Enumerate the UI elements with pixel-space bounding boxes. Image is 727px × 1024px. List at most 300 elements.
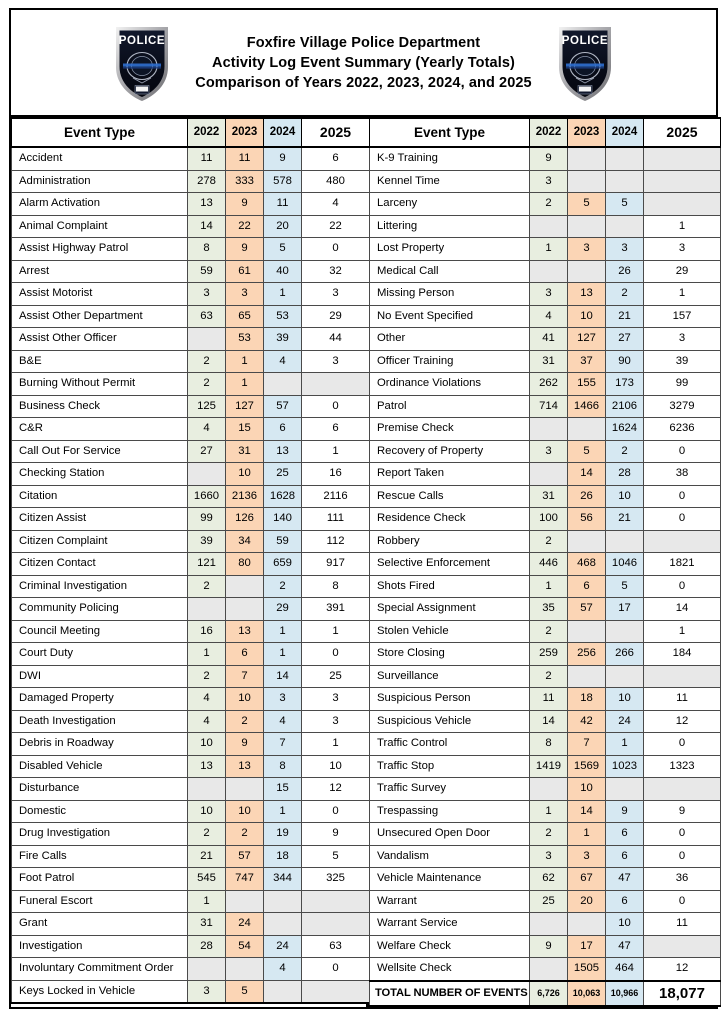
event-count-2025: 6	[302, 147, 370, 170]
event-type-label: Grant	[12, 913, 188, 936]
table-row	[370, 688, 721, 711]
event-count-2023: 333	[226, 170, 264, 193]
event-count-2025: 4	[302, 193, 370, 216]
table-row	[370, 575, 721, 598]
event-count-2023: 256	[568, 643, 606, 666]
event-count-2025: 3	[302, 283, 370, 306]
event-count-2023: 65	[226, 305, 264, 328]
table-row	[12, 328, 370, 351]
event-count-2024: 578	[264, 170, 302, 193]
event-count-2023: 37	[568, 350, 606, 373]
event-type-label: Court Duty	[12, 643, 188, 666]
event-type-label: Alarm Activation	[12, 193, 188, 216]
table-row	[370, 147, 721, 170]
event-count-2022: 1	[188, 890, 226, 913]
event-count-2023: 57	[568, 598, 606, 621]
event-type-label: Traffic Control	[370, 733, 530, 756]
event-count-2024: 40	[264, 260, 302, 283]
total-row	[370, 981, 721, 1006]
event-count-2024: 4	[264, 710, 302, 733]
event-count-2025: 0	[302, 800, 370, 823]
svg-text:POLICE: POLICE	[119, 34, 166, 47]
event-count-2023: 54	[226, 935, 264, 958]
event-count-2022	[188, 463, 226, 486]
left-header-2025: 2025	[302, 118, 370, 147]
event-count-2025: 0	[302, 395, 370, 418]
event-count-2022: 99	[188, 508, 226, 531]
event-count-2024: 140	[264, 508, 302, 531]
event-type-label: Business Check	[12, 395, 188, 418]
event-count-2022: 63	[188, 305, 226, 328]
table-row	[370, 193, 721, 216]
event-count-2022	[530, 215, 568, 238]
event-type-label: Trespassing	[370, 800, 530, 823]
event-count-2022: 1	[530, 575, 568, 598]
event-count-2023: 9	[226, 193, 264, 216]
table-row	[12, 823, 370, 846]
event-count-2022	[188, 958, 226, 981]
event-count-2025: 391	[302, 598, 370, 621]
event-count-2025: 3	[302, 710, 370, 733]
event-count-2024: 7	[264, 733, 302, 756]
event-count-2022: 4	[188, 688, 226, 711]
event-count-2024: 8	[264, 755, 302, 778]
event-count-2024	[606, 665, 644, 688]
table-row	[370, 170, 721, 193]
event-count-2022: 4	[530, 305, 568, 328]
event-count-2022: 10	[188, 800, 226, 823]
event-count-2025: 3	[644, 238, 721, 261]
event-count-2022: 2	[188, 373, 226, 396]
event-count-2023: 126	[226, 508, 264, 531]
event-count-2022: 125	[188, 395, 226, 418]
event-count-2024: 3	[606, 238, 644, 261]
event-type-label: Surveillance	[370, 665, 530, 688]
event-count-2022: 3	[530, 845, 568, 868]
event-count-2025: 5	[302, 845, 370, 868]
event-count-2024: 2106	[606, 395, 644, 418]
event-type-label: Involuntary Commitment Order	[12, 958, 188, 981]
event-count-2025: 0	[644, 823, 721, 846]
event-count-2025: 6	[302, 418, 370, 441]
event-count-2024: 3	[264, 688, 302, 711]
event-count-2025: 29	[644, 260, 721, 283]
event-count-2023: 1466	[568, 395, 606, 418]
event-count-2022: 3	[188, 980, 226, 1003]
event-type-label: K-9 Training	[370, 147, 530, 170]
event-count-2022: 13	[188, 193, 226, 216]
event-count-2025: 14	[644, 598, 721, 621]
event-count-2023	[226, 598, 264, 621]
event-count-2025	[302, 913, 370, 936]
right-events-table	[369, 117, 721, 1007]
event-count-2025: 39	[644, 350, 721, 373]
title-line-2: Activity Log Event Summary (Yearly Totals)	[212, 54, 515, 71]
event-type-label: Foot Patrol	[12, 868, 188, 891]
event-count-2024: 1046	[606, 553, 644, 576]
table-row	[12, 800, 370, 823]
event-type-label: Assist Highway Patrol	[12, 238, 188, 261]
event-type-label: Traffic Survey	[370, 778, 530, 801]
event-count-2025: 12	[644, 710, 721, 733]
event-count-2024: 464	[606, 958, 644, 981]
event-count-2024: 19	[264, 823, 302, 846]
event-count-2024: 344	[264, 868, 302, 891]
event-count-2024: 266	[606, 643, 644, 666]
event-count-2024	[606, 620, 644, 643]
event-type-label: Disturbance	[12, 778, 188, 801]
event-count-2025	[644, 193, 721, 216]
event-type-label: Citation	[12, 485, 188, 508]
event-count-2024: 13	[264, 440, 302, 463]
event-count-2022: 1	[530, 800, 568, 823]
right-table-wrapper	[369, 117, 720, 1007]
event-count-2024: 1	[264, 643, 302, 666]
event-count-2024: 26	[606, 260, 644, 283]
event-count-2024	[264, 373, 302, 396]
table-row	[370, 328, 721, 351]
right-header-event-type: Event Type	[370, 118, 530, 147]
event-count-2022: 2	[188, 665, 226, 688]
event-count-2022: 9	[530, 935, 568, 958]
table-row	[12, 553, 370, 576]
event-count-2024: 5	[606, 193, 644, 216]
event-type-label: Arrest	[12, 260, 188, 283]
event-count-2022: 14	[188, 215, 226, 238]
event-type-label: Shots Fired	[370, 575, 530, 598]
table-row	[370, 395, 721, 418]
event-count-2024: 10	[606, 485, 644, 508]
event-type-label: Robbery	[370, 530, 530, 553]
event-type-label: DWI	[12, 665, 188, 688]
event-count-2025	[644, 935, 721, 958]
event-count-2022: 545	[188, 868, 226, 891]
document-title	[195, 33, 531, 93]
event-type-label: Drug Investigation	[12, 823, 188, 846]
event-count-2023	[568, 260, 606, 283]
table-row	[12, 395, 370, 418]
table-row	[370, 868, 721, 891]
event-count-2023	[226, 890, 264, 913]
event-type-label: Stolen Vehicle	[370, 620, 530, 643]
event-count-2025: 0	[644, 575, 721, 598]
table-row	[12, 935, 370, 958]
event-count-2023: 7	[568, 733, 606, 756]
event-count-2025: 3	[644, 328, 721, 351]
table-row	[12, 733, 370, 756]
event-type-label: Suspicious Person	[370, 688, 530, 711]
event-count-2024	[264, 913, 302, 936]
event-count-2022: 28	[188, 935, 226, 958]
event-count-2024: 24	[606, 710, 644, 733]
event-count-2022: 100	[530, 508, 568, 531]
event-count-2023	[568, 665, 606, 688]
event-count-2024: 14	[264, 665, 302, 688]
event-count-2024	[606, 215, 644, 238]
event-type-label: Assist Other Department	[12, 305, 188, 328]
table-row	[370, 890, 721, 913]
table-row	[12, 643, 370, 666]
event-type-label: Vehicle Maintenance	[370, 868, 530, 891]
table-row	[370, 845, 721, 868]
event-count-2022	[530, 463, 568, 486]
event-count-2023: 7	[226, 665, 264, 688]
event-count-2023: 1	[226, 350, 264, 373]
total-label: TOTAL NUMBER OF EVENTS	[370, 981, 530, 1006]
table-row	[12, 575, 370, 598]
event-count-2024	[606, 147, 644, 170]
event-count-2022: 2	[188, 823, 226, 846]
table-row	[370, 440, 721, 463]
event-count-2024: 47	[606, 868, 644, 891]
event-type-label: Domestic	[12, 800, 188, 823]
event-type-label: Burning Without Permit	[12, 373, 188, 396]
event-type-label: Citizen Complaint	[12, 530, 188, 553]
svg-text:POLICE: POLICE	[561, 34, 608, 47]
event-count-2024	[606, 530, 644, 553]
event-count-2022: 262	[530, 373, 568, 396]
event-type-label: Assist Motorist	[12, 283, 188, 306]
event-count-2025: 11	[644, 688, 721, 711]
event-count-2025: 325	[302, 868, 370, 891]
table-row	[12, 665, 370, 688]
table-row	[12, 710, 370, 733]
event-type-label: Lost Property	[370, 238, 530, 261]
event-count-2023: 13	[226, 620, 264, 643]
left-table-head	[12, 118, 370, 147]
event-count-2024	[264, 980, 302, 1003]
title-line-3: Comparison of Years 2022, 2023, 2024, and 2025	[195, 74, 532, 91]
event-count-2022: 35	[530, 598, 568, 621]
event-count-2025: 12	[302, 778, 370, 801]
event-count-2024: 59	[264, 530, 302, 553]
event-type-label: Premise Check	[370, 418, 530, 441]
event-type-label: Recovery of Property	[370, 440, 530, 463]
event-type-label: Missing Person	[370, 283, 530, 306]
event-count-2022: 3	[530, 283, 568, 306]
left-table-wrapper	[11, 117, 369, 1007]
event-type-label: Report Taken	[370, 463, 530, 486]
event-count-2025	[644, 170, 721, 193]
event-count-2024: 17	[606, 598, 644, 621]
event-count-2023: 10	[226, 463, 264, 486]
event-count-2022: 9	[530, 147, 568, 170]
event-count-2024: 90	[606, 350, 644, 373]
event-count-2023: 56	[568, 508, 606, 531]
event-count-2025: 1	[302, 440, 370, 463]
event-count-2024: 173	[606, 373, 644, 396]
event-count-2025	[644, 147, 721, 170]
event-count-2022: 31	[530, 485, 568, 508]
event-count-2022: 2	[530, 530, 568, 553]
event-count-2023: 17	[568, 935, 606, 958]
event-count-2022	[530, 958, 568, 981]
event-type-label: Rescue Calls	[370, 485, 530, 508]
table-row	[370, 530, 721, 553]
event-count-2023: 2	[226, 710, 264, 733]
table-row	[370, 800, 721, 823]
event-count-2025: 1	[644, 283, 721, 306]
right-header-2022: 2022	[530, 118, 568, 147]
document-header	[9, 8, 718, 115]
event-count-2022	[530, 913, 568, 936]
event-count-2023: 1	[226, 373, 264, 396]
table-row	[12, 193, 370, 216]
event-count-2024: 1	[264, 283, 302, 306]
police-badge-icon-right	[554, 21, 616, 105]
event-type-label: Unsecured Open Door	[370, 823, 530, 846]
event-count-2025	[302, 890, 370, 913]
table-row	[12, 350, 370, 373]
table-row	[12, 238, 370, 261]
table-row	[370, 463, 721, 486]
event-count-2023	[226, 958, 264, 981]
event-count-2022	[530, 260, 568, 283]
event-count-2022: 3	[530, 440, 568, 463]
tables-frame	[9, 115, 718, 1009]
event-count-2022: 3	[188, 283, 226, 306]
event-type-label: Suspicious Vehicle	[370, 710, 530, 733]
event-count-2023	[568, 530, 606, 553]
right-header-2023: 2023	[568, 118, 606, 147]
event-type-label: Littering	[370, 215, 530, 238]
table-row	[370, 508, 721, 531]
event-count-2025	[644, 778, 721, 801]
table-row	[370, 913, 721, 936]
event-count-2022: 10	[188, 733, 226, 756]
event-count-2025: 3279	[644, 395, 721, 418]
event-count-2024: 6	[606, 823, 644, 846]
event-count-2024: 53	[264, 305, 302, 328]
event-count-2023: 6	[568, 575, 606, 598]
event-count-2024	[264, 890, 302, 913]
table-row	[12, 688, 370, 711]
event-count-2022: 8	[530, 733, 568, 756]
event-count-2023: 14	[568, 800, 606, 823]
table-row	[370, 935, 721, 958]
event-count-2022: 2	[530, 193, 568, 216]
event-type-label: Patrol	[370, 395, 530, 418]
event-count-2023	[226, 778, 264, 801]
left-header-2024: 2024	[264, 118, 302, 147]
event-count-2023: 20	[568, 890, 606, 913]
event-count-2022: 21	[188, 845, 226, 868]
event-count-2024: 9	[606, 800, 644, 823]
event-count-2022: 25	[530, 890, 568, 913]
event-count-2022: 8	[188, 238, 226, 261]
event-count-2024: 28	[606, 463, 644, 486]
event-count-2025: 36	[644, 868, 721, 891]
event-count-2023: 10	[568, 305, 606, 328]
event-count-2023: 5	[226, 980, 264, 1003]
table-row	[12, 147, 370, 170]
event-type-label: Ordinance Violations	[370, 373, 530, 396]
event-count-2022: 446	[530, 553, 568, 576]
left-header-2022: 2022	[188, 118, 226, 147]
event-count-2025: 480	[302, 170, 370, 193]
event-count-2023: 9	[226, 238, 264, 261]
event-count-2023: 13	[568, 283, 606, 306]
table-row	[370, 238, 721, 261]
event-count-2024: 6	[606, 845, 644, 868]
event-count-2025: 111	[302, 508, 370, 531]
event-count-2024: 24	[264, 935, 302, 958]
event-count-2025: 0	[302, 958, 370, 981]
event-type-label: Citizen Contact	[12, 553, 188, 576]
event-count-2023	[568, 913, 606, 936]
event-count-2023: 13	[226, 755, 264, 778]
event-count-2024: 11	[264, 193, 302, 216]
table-row	[12, 373, 370, 396]
event-type-label: Special Assignment	[370, 598, 530, 621]
table-row	[12, 778, 370, 801]
event-count-2025: 1	[302, 733, 370, 756]
event-count-2023: 14	[568, 463, 606, 486]
right-header-2024: 2024	[606, 118, 644, 147]
event-count-2024: 6	[264, 418, 302, 441]
table-row	[12, 755, 370, 778]
event-count-2025: 0	[644, 440, 721, 463]
event-count-2022: 16	[188, 620, 226, 643]
event-count-2025: 9	[302, 823, 370, 846]
event-count-2023: 3	[568, 845, 606, 868]
table-row	[12, 440, 370, 463]
event-count-2025: 32	[302, 260, 370, 283]
event-type-label: Store Closing	[370, 643, 530, 666]
total-2024: 10,966	[606, 981, 644, 1006]
table-row	[12, 170, 370, 193]
event-count-2022	[188, 328, 226, 351]
event-count-2024: 4	[264, 350, 302, 373]
event-count-2024: 9	[264, 147, 302, 170]
event-type-label: Fire Calls	[12, 845, 188, 868]
event-type-label: Warrant	[370, 890, 530, 913]
event-count-2022: 3	[530, 170, 568, 193]
event-count-2024: 6	[606, 890, 644, 913]
event-count-2024: 2	[264, 575, 302, 598]
event-type-label: B&E	[12, 350, 188, 373]
event-type-label: Call Out For Service	[12, 440, 188, 463]
event-count-2022: 1660	[188, 485, 226, 508]
event-count-2022: 4	[188, 418, 226, 441]
table-row	[370, 643, 721, 666]
event-type-label: Investigation	[12, 935, 188, 958]
police-badge-icon-left	[111, 21, 173, 105]
event-count-2023: 747	[226, 868, 264, 891]
event-count-2022: 2	[188, 575, 226, 598]
event-type-label: Community Policing	[12, 598, 188, 621]
event-count-2024: 1	[264, 800, 302, 823]
table-row	[370, 418, 721, 441]
table-row	[370, 958, 721, 981]
event-count-2022: 31	[530, 350, 568, 373]
event-count-2023: 3	[226, 283, 264, 306]
event-count-2023: 3	[568, 238, 606, 261]
table-row	[370, 553, 721, 576]
event-count-2023: 5	[568, 193, 606, 216]
event-count-2025: 1323	[644, 755, 721, 778]
event-count-2025: 0	[644, 485, 721, 508]
event-type-label: Funeral Escort	[12, 890, 188, 913]
event-count-2025: 22	[302, 215, 370, 238]
event-count-2024: 18	[264, 845, 302, 868]
table-row	[370, 823, 721, 846]
event-count-2023: 1505	[568, 958, 606, 981]
left-header-event-type: Event Type	[12, 118, 188, 147]
event-type-label: Debris in Roadway	[12, 733, 188, 756]
event-count-2024: 10	[606, 688, 644, 711]
event-count-2022: 1419	[530, 755, 568, 778]
